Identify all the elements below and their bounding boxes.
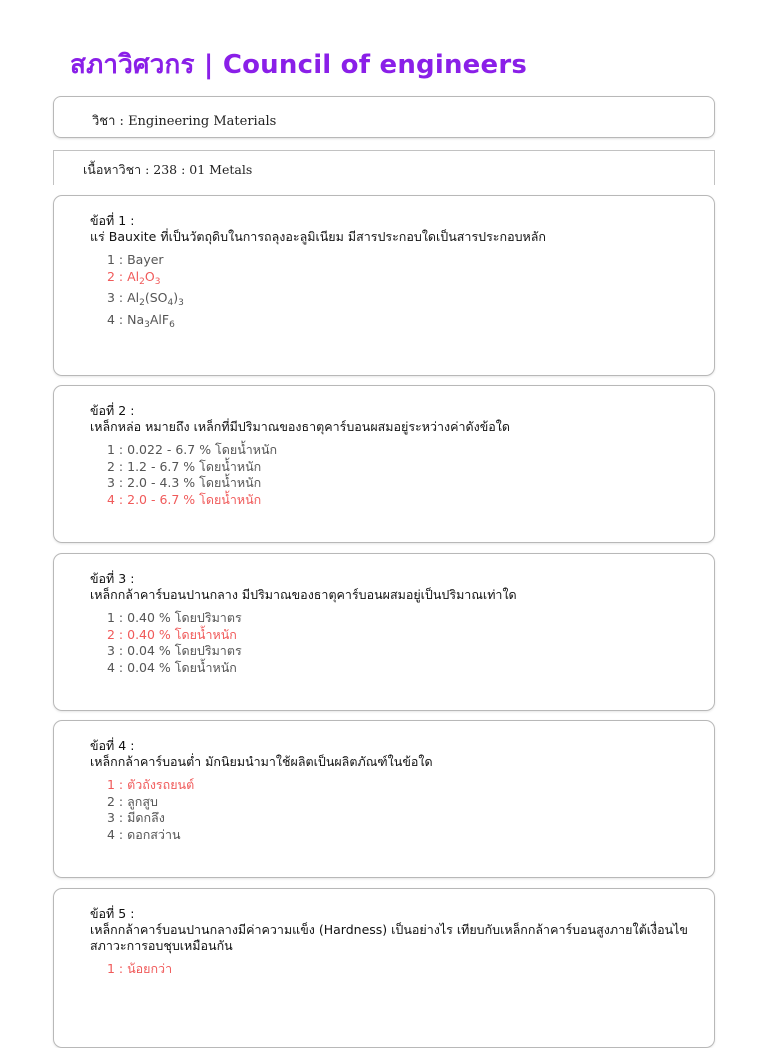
choice-1: 1 : 0.022 - 6.7 % โดยน้ำหนัก — [107, 442, 278, 457]
question-number: ข้อที่ 1 : — [90, 213, 135, 228]
choice-4-correct: 4 : 2.0 - 6.7 % โดยน้ำหนัก — [107, 491, 262, 507]
question-card-4 — [53, 720, 715, 878]
question-text: เหล็กกล้าคาร์บอนต่ำ มักนิยมนำมาใช้ผลิตเป็นผลิตภัณฑ์ในข้อใด — [90, 754, 433, 769]
subject-label: วิชา : Engineering Materials — [92, 114, 277, 129]
question-card-3 — [53, 553, 715, 711]
question-number: ข้อที่ 4 : — [90, 738, 135, 753]
choice-list — [107, 777, 694, 843]
subject-box — [53, 96, 715, 138]
choice-2-correct: 2 : 0.40 % โดยน้ำหนัก — [107, 626, 237, 642]
question-text: แร่ Bauxite ที่เป็นวัตถุดิบในการถลุงอะลูมิเนียม มีสารประกอบใดเป็นสารประกอบหลัก — [90, 229, 546, 244]
choice-2: 2 : ลูกสูบ — [107, 793, 158, 809]
choice-1: 1 : 0.40 % โดยปริมาตร — [107, 610, 242, 625]
choice-list — [107, 442, 694, 508]
question-number: ข้อที่ 2 : — [90, 403, 135, 418]
question-text: เหล็กกล้าคาร์บอนปานกลาง มีปริมาณของธาตุคาร์บอนผสมอยู่เป็นปริมาณเท่าใด — [90, 587, 517, 602]
question-card-1 — [53, 195, 715, 376]
choice-list — [107, 252, 694, 333]
page-title: สภาวิศวกร | Council of engineers — [70, 50, 528, 80]
choice-3: 3 : 0.04 % โดยปริมาตร — [107, 643, 242, 658]
question-card-2 — [53, 385, 715, 543]
question-text: เหล็กกล้าคาร์บอนปานกลางมีค่าความแข็ง (Hardness) เป็นอย่างไร เทียบกับเหล็กกล้าคาร์บอนสูงภายใต้เงื่อนไขสภาวะการอบชุบเหมือนกัน — [90, 922, 688, 953]
choice-4: 4 : $Na_3AlF_6$ — [107, 311, 175, 330]
question-card-5 — [53, 888, 715, 1048]
choice-3: 3 : 2.0 - 4.3 % โดยน้ำหนัก — [107, 475, 262, 490]
choice-1: 1 : Bayer — [107, 252, 164, 267]
choice-list — [107, 961, 694, 978]
topic-label: เนื้อหาวิชา : 238 : 01 Metals — [83, 162, 253, 177]
choice-2-correct: 2 : $Al_2O_3$ — [107, 268, 161, 287]
topic-box — [53, 150, 715, 185]
choice-4: 4 : ดอกสว่าน — [107, 826, 181, 842]
choice-1-correct: 1 : ตัวถังรถยนต์ — [107, 777, 195, 792]
choice-3: 3 : $Al_2(SO_4)_3$ — [107, 290, 184, 308]
choice-3: 3 : มีดกลึง — [107, 810, 165, 825]
question-number: ข้อที่ 3 : — [90, 571, 135, 586]
choice-4: 4 : 0.04 % โดยน้ำหนัก — [107, 659, 237, 675]
choice-list — [107, 610, 694, 676]
choice-2: 2 : 1.2 - 6.7 % โดยน้ำหนัก — [107, 458, 262, 474]
question-number: ข้อที่ 5 : — [90, 906, 135, 921]
question-text: เหล็กหล่อ หมายถึง เหล็กที่มีปริมาณของธาตุคาร์บอนผสมอยู่ระหว่างค่าดังข้อใด — [90, 419, 511, 434]
choice-1-correct: 1 : น้อยกว่า — [107, 961, 173, 976]
